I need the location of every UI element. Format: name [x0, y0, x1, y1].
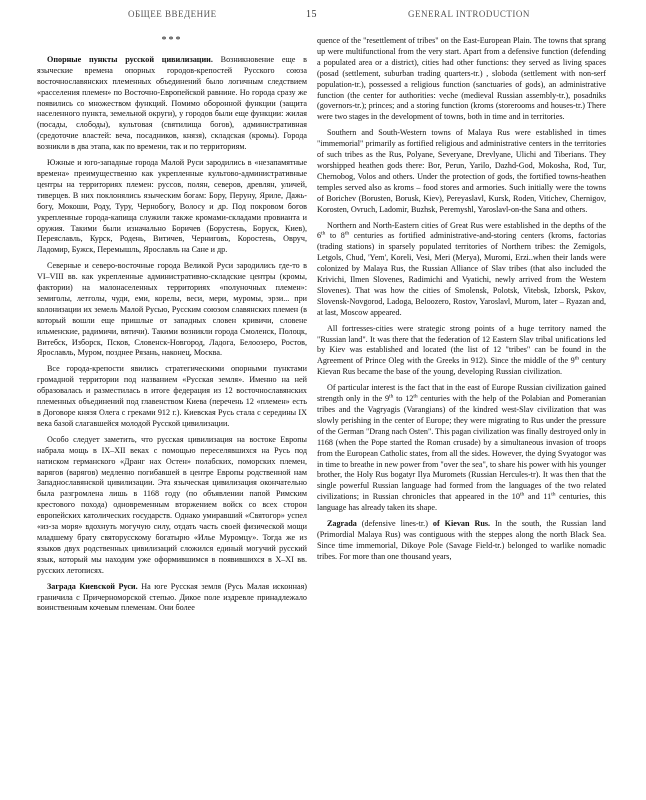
russian-column — [37, 36, 307, 794]
header-russian-title: ОБЩЕЕ ВВЕДЕНИЕ — [128, 9, 217, 19]
en-heading-zagrada: Zagrada — [327, 519, 357, 529]
en-paragraph-zagrada: Zagrada (defensive lines-tr.) of Kievan Rus. In the south, the Russian land (Primordial Malaya Rus) was contiguous with the steppes along the north Black Sea. Since time immemorial, Dikoye Pole (Savage Field-tr.) belonged to warlike nomadic tribes. For more than one thousand years, — [317, 519, 606, 561]
ru-paragraph-fortresses: Все города-крепости явились стратегическими опорными пунктами громадной территории под названием «Русская земля». Именно на ней образовалась и разместилась в итоге федерация из 12 восточнославянских племенных объединений под главенством Киева (перечень 12 «племен» есть в Договоре князя Олега с греками 912 г.). Киевская Русь стала с середины IX века базой слагавшейся молодой Русской цивилизации. — [37, 364, 307, 428]
ru-paragraph-strongpoints: Опорные пункты русской цивилизации. Возникновение еще в языческие времена опорных городов-крепостей Русского союза восточнославянских племенных объединений было логичным следствием «расселения племен» по Восточно-Европейской равнине. Но города сразу же появились со множеством функций. Помимо оборонной функции (защита населенного пункта, земельной округи), у городов были еще функции: жилая (посады, слободы), культовая (святилища богов), административная (средоточие властей: веча, посадников, князя), складская (кромы). Города возникли в два этапа, как по времени, так и по территориям. — [37, 54, 307, 152]
ru-heading-strongpoints: Опорные пункты русской цивилизации. — [47, 54, 213, 64]
ru-paragraph-southern-towns: Южные и юго-западные города Малой Руси зародились в «незапамятные времена» преимущественно как укрепленные культово-административные центры на территориях племен: руссов, полян, северов, древлян, уличей, тиверцев. В них поклонялись языческим богам: Бору, Перуну, Ярилe, Дажь-богу, Мокоши, Роду, Туру, Чернобогу, Волосу и др. Под покровом богов укрепленные города-капища служили также кромами-складами провианта и оружия. Такими были изначально Боричев (Борустень, Боруск, Киев), Переяславль, Курск, Родень, Витичев, Черниговъ, Коростень, Овруч, Ладомир, Бужск, Перемышль, Ярославль на Сане и др. — [37, 158, 307, 255]
en-paragraph-northern-towns: Northern and North-Eastern cities of Great Rus were established in the depths of the 6th to 8th centuries as fortified administrative-and-storing centers (kroms, factorias (trading stations) in sparsely populated territories of Northern tribes: the Zemigols, Letgols, Chud, 'Yem', Koreli, Vesi, Meri (Merya), Muromi, Erzi..when their lands were colonized by Malaya Rus, the Russian Alliance of Slav tribes (that also included the Krivichi, Ilmen Slovenes, Radimichi and Vyatichi, newly arrived from the Western Slovenes). That was how the cities of Smolensk, Polotsk, Vitebsk, Izborsk, Pskov, Slovensk-Novgorod, Ladoga, Beloozero, Rostov, Yaroslavl, Murom, later – Ryazan and, at last, Moscow appeared. — [317, 220, 606, 317]
en-paragraph-fortresses: All fortresses-cities were strategic strong points of a huge territory named the "Russian land". It was there that the federation of 12 Eastern Slav tribal unifications led by Kiev was established and located (the list of 12 "tribes" can be found in the Agreement of Prince Oleg with the Greeks in 912). Since the middle of the 9th century Kievan Rus became the base of the young, developing Russian civilization. — [317, 323, 606, 377]
ru-paragraph-civilization: Особо следует заметить, что русская цивилизация на востоке Европы набрала мощь в IX–XII веках с помощью переселявшихся на Русь под натиском германского «Дранг нах Остен» полабских, поморских племен, варягов (варягов) медленно погибавшей в центре Европы родственной нам Западнославянской цивилизации. Эта языческая цивилизация окончательно была разгромлена лишь в 1168 году (по объявлении папой Римским крестового похода) одновременным вторжением войск со всех сторон европейских католических государств. Однако умиравший «Святогор» успел «из-за моря» вдохнуть могучую силу, отдать часть своей физической мощи младшему брату святорусскому богатырю «Илье Муромцу». Тогда же из языков двух родственных цивилизаций сложился единый могучий русский язык, который мы находим уже оформившимся в появившихся в X–XI вв. русских летописях. — [37, 434, 307, 575]
english-column — [317, 36, 606, 794]
page-number: 15 — [306, 9, 317, 20]
ru-paragraph-northern-towns: Северные и северо-восточные города Великой Руси зародились где-то в VI–VIII вв. как укрепленные административно-складские центры (кромы, фактории) на малонаселенных территориях «полуночных племен»: земиголы, летголы, чуди, еми, корелы, веси, мери, муромы, эрзи... при колонизации их земель Малой Русью, Русским союзом славянских племен (в который вошли еще пришлые от западных словен кривичи, словене ильменские, радимичи, вятичи). Такими возникли города Смоленск, Полоцк, Витебск, Изборск, Псков, Словенск-Новгород, Ладога, Белоозеро, Ростов, Ярославль, Муром, позднее Рязань, наконец, Москва. — [37, 261, 307, 358]
ru-paragraph-zagrada: Заграда Киевской Руси. На юге Русская земля (Русь Малая исконная) граничила с Причерноморской степью. Дикое поле издревле принадлежало воинственным кочевым племенам. Они более — [37, 581, 307, 613]
en-paragraph-continuation: quence of the "resettlement of tribes" on the East-European Plain. The towns that sprang up were multifunctional from the very start. Apart from a defensive function (defending a populated area or a district), cities had other functions: they served as living spaces (posad (settlement, suburban trading quarters-tr.) , sloboda (settlement with non-serf population-tr.), possessed a religious function (sanctuaries of gods), an administrative function (the center for authorities: veche (medieval Russian assembly-tr.), posadniks (governors-tr.); princes; and a storing function (kroms (storerooms and houses-tr.) There were two stages in the development of towns, both in time and in territories. — [317, 36, 606, 122]
en-paragraph-civilization: Of particular interest is the fact that in the east of Europe Russian civilization gained strength only in the 9th to 12th centuries with the help of the Polabian and Pomeranian tribes and the Vagryagis (Varangians) of the kindred west-Slav civilization that was slowly perishing in the center of Europe; they were migrating to Rus under the pressure of the German "Drang nach Osten". This pagan civilization was finally destroyed only in 1168 (when the Pope started the Roman crusade) by a simultaneous invasion of troops from the European Catholic states, from all the sides. However, the dying Svyatogor was in time to breathe in new power from "over the sea", to share his power with his younger brother, the Holy Rus bogatyr Ilya Muromets (Russian Hercules-tr). It was then that the single powerful Russian language had formed from the languages of the two related civilizations; in Russian chronicles that appeared in the 10th and 11th centuries, this language has already taken its shape. — [317, 383, 606, 513]
running-header — [0, 9, 646, 23]
header-english-title: GENERAL INTRODUCTION — [408, 9, 530, 19]
en-heading-kievan-rus: of Kievan Rus. — [432, 519, 491, 529]
section-separator: *** — [161, 36, 183, 46]
ru-heading-zagrada: Заграда Киевской Руси. — [47, 581, 138, 591]
en-paragraph-southern-towns: Southern and South-Western towns of Malaya Rus were established in times "immemorial" primarily as fortified religious and administrative centers in the territories of such tribes as the Rus, Polyane, Severyane, Drevlyane, Ulichi and Tiberians. They worshipped heathen gods there: Bor, Perun, Yarilo, Dazhd-God, Mokosha, Rod, Tur, Chernobog, Volos and others. Under the protection of gods, the fortified towns-heathen temples served also as kroms – food stores and armories. Such initially were the towns of Borichev (Borusten, Borusk, Kiev), Pereyaslavl, Kursk, Roden, Vitichev, Chernigov, Korosten, Ovruch, Ladomir, Buzhsk, Peremyshl, Yaroslavl-on-the Sana and others. — [317, 128, 606, 214]
